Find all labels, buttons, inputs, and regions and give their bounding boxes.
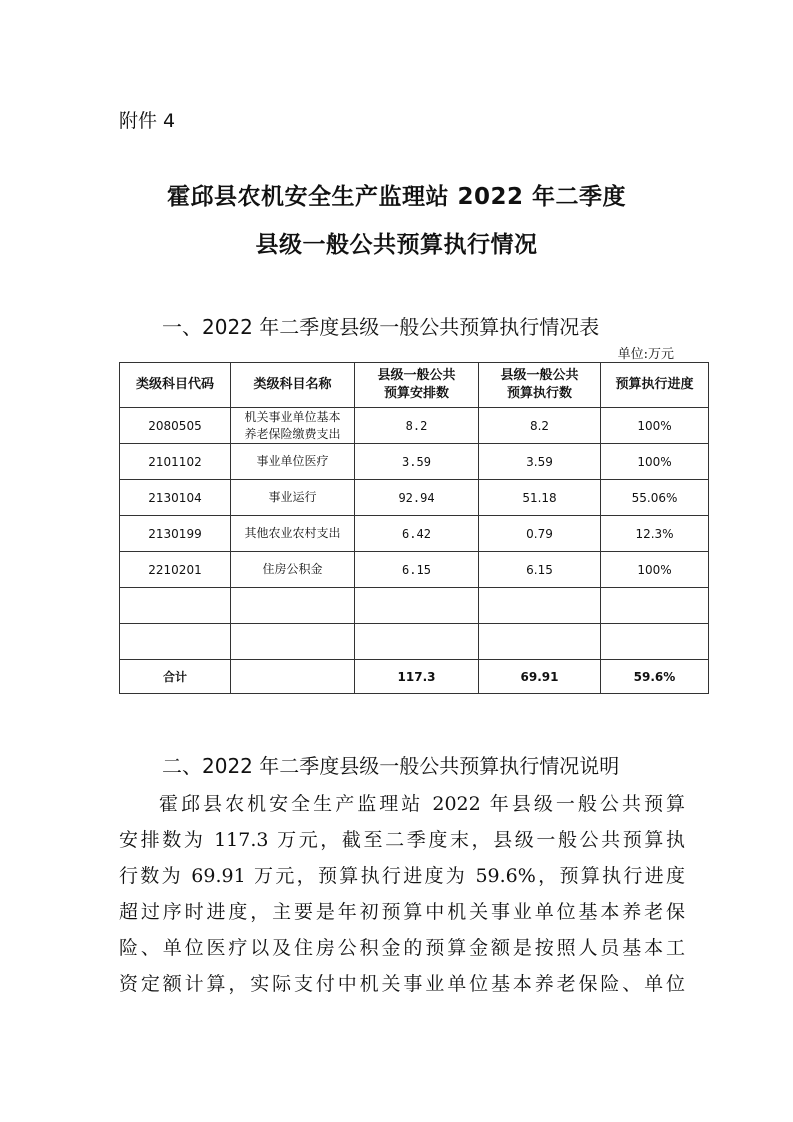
empty-cell xyxy=(231,660,355,694)
cell-code: 2210201 xyxy=(120,552,231,588)
paragraph-line: 资定额计算，实际支付中机关事业单位基本养老保险、单位 xyxy=(119,973,685,995)
cell-name-line2: 养老保险缴费支出 xyxy=(244,426,341,441)
table-row xyxy=(120,552,709,588)
paragraph-line: 险、单位医疗以及住房公积金的预算金额是按照人员基本工 xyxy=(119,937,685,959)
cell-exec: 8.2 xyxy=(479,408,601,444)
cell-code: 2080505 xyxy=(120,408,231,444)
header-exec xyxy=(479,363,601,408)
cell-plan: 3.59 xyxy=(355,444,479,480)
header-code: 类级科目代码 xyxy=(120,363,231,408)
table-row xyxy=(120,480,709,516)
empty-cell xyxy=(120,624,231,660)
cell-code: 2101102 xyxy=(120,444,231,480)
cell-progress: 12.3% xyxy=(601,516,709,552)
header-name: 类级科目名称 xyxy=(231,363,355,408)
cell-name-line1: 机关事业单位基本 xyxy=(244,409,341,424)
cell-progress: 100% xyxy=(601,552,709,588)
table-header-row xyxy=(120,363,709,408)
empty-cell xyxy=(355,624,479,660)
total-progress: 59.6% xyxy=(601,660,709,694)
unit-label: 单位:万元 xyxy=(617,347,674,362)
paragraph-line: 行数为 69.91 万元，预算执行进度为 59.6%，预算执行进度 xyxy=(119,865,685,887)
paragraph-line: 霍邱县农机安全生产监理站 2022 年县级一般公共预算 xyxy=(159,793,685,815)
table-row xyxy=(120,444,709,480)
cell-exec: 0.79 xyxy=(479,516,601,552)
cell-plan: 92.94 xyxy=(355,480,479,516)
cell-exec: 6.15 xyxy=(479,552,601,588)
total-exec: 69.91 xyxy=(479,660,601,694)
empty-cell xyxy=(479,624,601,660)
empty-cell xyxy=(355,588,479,624)
paragraph-line: 超过序时进度，主要是年初预算中机关事业单位基本养老保 xyxy=(119,901,685,923)
cell-progress: 100% xyxy=(601,444,709,480)
attachment-label: 附件 4 xyxy=(119,110,176,132)
cell-name: 事业单位医疗 xyxy=(231,444,355,480)
section-2-heading: 二、2022 年二季度县级一般公共预算执行情况说明 xyxy=(162,754,620,778)
header-progress: 预算执行进度 xyxy=(601,363,709,408)
document-title-line-1: 霍邱县农机安全生产监理站 2022 年二季度 xyxy=(166,184,627,210)
table-row-empty xyxy=(120,588,709,624)
empty-cell xyxy=(231,588,355,624)
cell-exec: 3.59 xyxy=(479,444,601,480)
cell-name xyxy=(231,408,355,444)
cell-progress: 55.06% xyxy=(601,480,709,516)
header-exec-line2: 预算执行数 xyxy=(506,386,572,401)
header-plan-line2: 预算安排数 xyxy=(383,386,449,401)
header-plan-line1: 县级一般公共 xyxy=(377,368,456,383)
total-label: 合计 xyxy=(120,660,231,694)
cell-plan: 6.42 xyxy=(355,516,479,552)
total-plan: 117.3 xyxy=(355,660,479,694)
paragraph-line: 安排数为 117.3 万元，截至二季度末，县级一般公共预算执 xyxy=(119,829,685,851)
document-title-line-2: 县级一般公共预算执行情况 xyxy=(255,232,538,258)
empty-cell xyxy=(601,588,709,624)
empty-cell xyxy=(120,588,231,624)
cell-exec: 51.18 xyxy=(479,480,601,516)
cell-plan: 8.2 xyxy=(355,408,479,444)
table-row xyxy=(120,408,709,444)
table-row xyxy=(120,516,709,552)
empty-cell xyxy=(479,588,601,624)
cell-progress: 100% xyxy=(601,408,709,444)
header-exec-line1: 县级一般公共 xyxy=(500,368,579,383)
cell-code: 2130104 xyxy=(120,480,231,516)
header-plan xyxy=(355,363,479,408)
table-row-empty xyxy=(120,624,709,660)
section-1-heading: 一、2022 年二季度县级一般公共预算执行情况表 xyxy=(162,315,600,339)
cell-name: 其他农业农村支出 xyxy=(231,516,355,552)
explanation-paragraph xyxy=(119,786,685,1002)
empty-cell xyxy=(231,624,355,660)
cell-name: 住房公积金 xyxy=(231,552,355,588)
table-total-row xyxy=(120,660,709,694)
empty-cell xyxy=(601,624,709,660)
cell-plan: 6.15 xyxy=(355,552,479,588)
cell-code: 2130199 xyxy=(120,516,231,552)
budget-table xyxy=(119,362,709,694)
cell-name: 事业运行 xyxy=(231,480,355,516)
